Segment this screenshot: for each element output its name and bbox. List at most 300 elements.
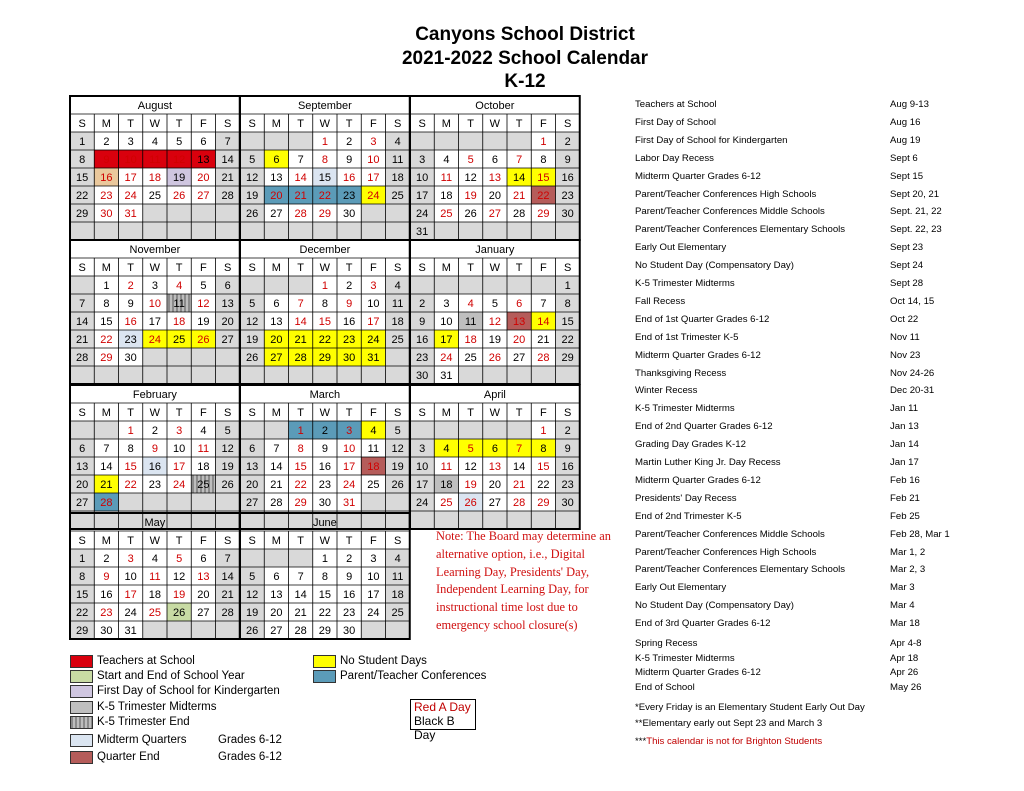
day-number: 17 [416,479,429,491]
weekday-label: M [441,407,451,419]
month-name: June [312,517,337,529]
month-september [240,96,410,240]
weekday-label: S [78,535,86,547]
day-cell-fill [240,132,264,150]
day-number: 27 [270,352,283,364]
day-number: 12 [197,298,210,310]
day-number: 28 [221,190,234,202]
day-number: 21 [294,607,307,619]
legend-swatch-no-student [313,655,336,668]
day-number: 5 [176,136,183,148]
day-number: 14 [294,589,307,601]
day-number: 20 [270,607,283,619]
weekday-label: F [540,118,547,130]
day-number: 18 [440,479,453,491]
day-number: 22 [100,334,113,346]
month-june [240,513,410,639]
day-cell-fill [216,348,240,366]
weekday-label: S [393,118,402,130]
day-number: 11 [440,172,453,184]
day-cell-fill [94,222,118,240]
day-number: 13 [488,461,501,473]
weekday-label: W [149,535,161,547]
day-number: 1 [103,280,110,292]
day-number: 16 [100,172,113,184]
day-cell-fill [459,511,483,529]
legend-tri-end: K-5 Trimester End [97,716,190,728]
event-name: Parent/Teacher Conferences Middle Schools [635,528,825,540]
district-title: Canyons School District [415,24,635,45]
day-number: 5 [491,298,498,310]
day-number: 12 [221,443,234,455]
weekday-label: T [297,262,304,274]
day-cell-fill [459,222,483,240]
day-number: 22 [561,334,574,346]
day-number: 28 [294,208,307,220]
day-number: 24 [367,334,380,346]
day-cell-fill [386,621,410,639]
day-number: 20 [488,190,501,202]
day-number: 5 [249,571,256,583]
day-number: 19 [488,334,501,346]
event-date: Aug 19 [890,134,921,146]
event-date: Nov 24-26 [890,367,935,379]
board-note: Note: The Board may determine an alternative option, i.e., Digital Learning Day, Presidents' Day, Independent Learning Day, for instructional time lost due to emergency school closure(s) [436,529,611,632]
event-date: Sept 23 [890,242,924,254]
day-number: 6 [491,443,498,455]
event-name: Spring Recess [635,638,698,649]
event-name: Midterm Quarter Grades 6-12 [635,170,761,182]
day-number: 18 [464,334,477,346]
day-number: 25 [148,607,161,619]
event-name: Parent/Teacher Conferences Middle Schools [635,206,825,218]
day-number: 19 [464,479,477,491]
day-number: 14 [294,172,307,184]
weekday-label: M [441,118,451,130]
weekday-label: S [563,118,572,130]
day-number: 12 [488,316,501,328]
weekday-label: T [175,118,183,130]
day-number: 17 [416,190,429,202]
day-number: 17 [124,589,137,601]
day-number: 22 [318,607,331,619]
weekday-label: T [345,407,353,419]
day-number: 15 [76,172,89,184]
day-cell-fill [94,421,118,439]
day-number: 5 [249,298,256,310]
day-number: 6 [224,280,231,292]
weekday-label: S [248,262,256,274]
day-number: 5 [394,425,401,437]
day-number: 18 [391,589,404,601]
day-number: 29 [537,208,550,220]
day-number: 15 [318,316,331,328]
day-number: 20 [270,190,283,202]
day-number: 20 [76,479,89,491]
event-date: Oct 14, 15 [890,295,935,307]
day-cell-fill [386,348,410,366]
month-name: May [144,517,166,529]
day-number: 25 [367,479,380,491]
day-cell-fill [191,204,215,222]
day-number: 22 [318,334,331,346]
day-number: 23 [343,334,356,346]
day-number: 6 [273,571,280,583]
day-cell-fill [167,493,191,511]
weekday-label: S [223,407,232,419]
day-number: 17 [173,461,186,473]
day-number: 10 [173,443,186,455]
event-date: Sept 28 [890,278,924,289]
event-date: Sept 24 [890,260,924,272]
day-number: 26 [464,208,477,220]
day-number: 31 [416,226,429,238]
day-number: 21 [513,479,526,491]
weekday-label: F [200,407,207,419]
month-name: October [475,100,515,112]
event-date: Aug 16 [890,116,921,128]
day-number: 13 [270,589,283,601]
weekday-label: M [271,118,281,130]
legend-q-end: Quarter End [97,751,160,763]
day-cell-fill [143,222,167,240]
weekday-label: M [271,262,281,274]
day-cell-fill [143,621,167,639]
month-name: December [299,244,351,256]
day-number: 20 [197,589,210,601]
day-number: 15 [537,461,550,473]
day-number: 5 [224,425,231,437]
day-number: 28 [294,625,307,637]
day-cell-fill [143,204,167,222]
day-cell-fill [313,366,337,384]
day-number: 25 [197,479,210,491]
day-number: 23 [318,479,331,491]
day-cell-fill [483,276,507,294]
day-number: 28 [221,607,234,619]
day-number: 17 [343,461,356,473]
day-number: 22 [76,190,89,202]
event-name: Parent/Teacher Conferences Elementary Schools [635,224,846,236]
day-cell-fill [531,222,555,240]
weekday-label: F [370,535,377,547]
day-number: 19 [464,190,477,202]
day-number: 22 [537,190,550,202]
day-cell-fill [240,549,264,567]
day-cell-fill [361,204,385,222]
day-cell-fill [70,366,94,384]
day-number: 22 [537,479,550,491]
day-cell-fill [313,222,337,240]
day-number: 10 [367,154,380,166]
day-number: 16 [561,172,574,184]
day-number: 1 [127,425,134,437]
event-date: Nov 23 [890,349,921,361]
weekday-label: S [418,118,426,130]
day-number: 27 [197,607,210,619]
day-number: 27 [246,497,259,509]
day-number: 24 [416,208,429,220]
day-number: 16 [343,172,356,184]
day-number: 9 [127,298,134,310]
day-number: 27 [221,334,234,346]
day-number: 23 [124,334,137,346]
legend-mid-q-grades: Grades 6-12 [218,734,282,746]
day-number: 14 [221,571,234,583]
day-cell-fill [434,222,458,240]
day-cell-fill [459,421,483,439]
day-number: 27 [488,497,501,509]
day-cell-fill [434,511,458,529]
day-number: 24 [416,497,429,509]
day-cell-fill [556,366,580,384]
day-cell-fill [483,366,507,384]
day-cell-fill [264,421,288,439]
day-cell-fill [289,132,313,150]
day-number: 23 [416,352,429,364]
day-number: 10 [343,443,356,455]
weekday-label: T [175,262,183,274]
day-cell-fill [70,222,94,240]
day-number: 3 [176,425,183,437]
day-number: 8 [127,443,134,455]
event-date: Apr 18 [890,652,919,664]
day-number: 19 [246,607,259,619]
event-date: Aug 9-13 [890,99,929,110]
day-cell-fill [361,366,385,384]
day-cell-fill [119,493,143,511]
day-cell-fill [531,276,555,294]
day-number: 28 [513,497,526,509]
day-number: 6 [516,298,523,310]
day-number: 19 [197,316,210,328]
day-number: 2 [151,425,158,437]
event-name: Parent/Teacher Conferences High Schools [635,188,817,200]
event-date: Feb 28, Mar 1 [890,528,950,540]
day-number: 4 [394,553,401,565]
day-cell-fill [264,276,288,294]
day-number: 26 [197,334,210,346]
day-number: 27 [197,190,210,202]
day-cell-fill [483,421,507,439]
day-number: 21 [221,589,234,601]
month-october [410,96,580,240]
month-name: February [132,389,177,401]
day-number: 12 [173,154,186,166]
legend-start-end: Start and End of School Year [97,670,245,682]
day-number: 2 [419,298,426,310]
weekday-label: F [200,262,207,274]
day-number: 23 [343,607,356,619]
event-name: First Day of School for Kindergarten [635,134,788,146]
weekday-label: T [127,262,134,274]
day-number: 30 [416,370,429,382]
day-cell-fill [361,222,385,240]
day-number: 14 [294,316,307,328]
day-cell-fill [216,366,240,384]
day-number: 3 [419,154,426,166]
day-number: 20 [513,334,526,346]
day-cell-fill [70,421,94,439]
day-number: 20 [197,172,210,184]
event-name: End of 3rd Quarter Grades 6-12 [635,618,771,630]
day-number: 21 [294,190,307,202]
day-cell-fill [216,493,240,511]
weekday-label: W [489,118,501,130]
event-name: End of 1st Quarter Grades 6-12 [635,313,770,325]
event-date: Oct 22 [890,313,919,325]
day-number: 11 [391,154,404,166]
day-cell-fill [216,621,240,639]
weekday-label: T [175,535,183,547]
day-number: 11 [391,298,404,310]
day-number: 20 [270,334,283,346]
event-date: Mar 18 [890,618,920,630]
day-number: 7 [273,443,280,455]
day-number: 14 [270,461,283,473]
weekday-label: W [319,407,331,419]
day-cell-fill [410,276,434,294]
day-number: 3 [151,280,158,292]
day-number: 29 [318,625,331,637]
day-number: 6 [79,443,86,455]
day-cell-fill [507,366,531,384]
weekday-label: F [370,262,377,274]
event-date: Jan 17 [890,457,919,468]
day-number: 24 [367,190,380,202]
day-number: 22 [76,607,89,619]
day-number: 29 [76,625,89,637]
day-number: 18 [391,316,404,328]
day-number: 14 [76,316,89,328]
day-number: 1 [564,280,571,292]
day-number: 25 [391,190,404,202]
day-number: 15 [561,316,574,328]
day-number: 24 [440,352,453,364]
legend-ptc: Parent/Teacher Conferences [340,670,487,682]
event-date: Jan 14 [890,439,919,451]
weekday-label: M [441,262,451,274]
day-number: 19 [246,190,259,202]
day-number: 4 [176,280,183,292]
weekday-label: F [200,118,207,130]
day-number: 4 [200,425,207,437]
day-number: 2 [564,136,571,148]
day-number: 9 [151,443,158,455]
day-number: 11 [197,443,210,455]
day-cell-fill [459,366,483,384]
day-number: 25 [391,334,404,346]
day-number: 31 [440,370,453,382]
day-number: 18 [148,589,161,601]
event-date: Mar 4 [890,600,915,612]
day-number: 26 [173,190,186,202]
day-number: 12 [246,172,259,184]
day-number: 17 [148,316,161,328]
day-number: 13 [246,461,259,473]
day-number: 2 [321,425,328,437]
day-cell-fill [483,222,507,240]
day-number: 26 [488,352,501,364]
legend-swatch-teachers [70,655,93,668]
event-name: Fall Recess [635,295,686,307]
day-number: 10 [416,461,429,473]
day-cell-fill [216,204,240,222]
day-number: 26 [221,479,234,491]
legend-q-end-grades: Grades 6-12 [218,751,282,763]
day-number: 30 [100,625,113,637]
month-march [240,385,410,529]
day-number: 7 [516,443,523,455]
day-number: 28 [513,208,526,220]
day-number: 1 [297,425,304,437]
day-cell-fill [386,204,410,222]
footnote-1: *Every Friday is an Elementary Student Early Out Day [635,702,865,713]
day-number: 20 [246,479,259,491]
day-number: 13 [221,298,234,310]
event-name: Midterm Quarter Grades 6-12 [635,474,761,486]
day-cell-fill [386,222,410,240]
day-cell-fill [434,276,458,294]
day-cell-fill [264,132,288,150]
day-number: 17 [367,589,380,601]
day-cell-fill [191,621,215,639]
day-number: 24 [124,607,137,619]
day-cell-fill [191,366,215,384]
weekday-label: S [393,535,402,547]
weekday-label: T [467,407,474,419]
day-cell-fill [337,222,361,240]
day-number: 16 [416,334,429,346]
day-cell-fill [143,366,167,384]
day-number: 30 [343,352,356,364]
day-number: 14 [513,172,526,184]
day-number: 19 [391,461,404,473]
footnote-2: **Elementary early out Sept 23 and March 3 [635,718,823,729]
day-number: 2 [346,136,353,148]
day-number: 4 [394,280,401,292]
event-name: Parent/Teacher Conferences Elementary Schools [635,564,846,576]
day-cell-fill [191,222,215,240]
day-cell-fill [264,366,288,384]
day-number: 6 [200,553,207,565]
day-number: 9 [346,298,353,310]
day-number: 3 [370,553,377,565]
event-date: Sept. 21, 22 [890,206,942,218]
day-number: 15 [76,589,89,601]
day-number: 21 [270,479,283,491]
day-number: 10 [124,154,137,166]
month-name: August [137,100,172,112]
day-number: 17 [367,172,380,184]
day-number: 27 [76,497,89,509]
day-cell-fill [167,204,191,222]
day-number: 9 [103,571,110,583]
day-cell-fill [167,621,191,639]
day-number: 26 [246,208,259,220]
footnote-3-text: This calendar is not for Brighton Students [646,736,823,747]
day-cell-fill [240,366,264,384]
weekday-label: S [418,262,426,274]
day-number: 9 [564,154,571,166]
day-number: 11 [367,443,380,455]
day-cell-fill [167,222,191,240]
day-number: 29 [318,208,331,220]
weekday-label: W [149,118,161,130]
day-number: 22 [124,479,137,491]
weekday-label: W [149,262,161,274]
event-date: Apr 4-8 [890,638,922,649]
